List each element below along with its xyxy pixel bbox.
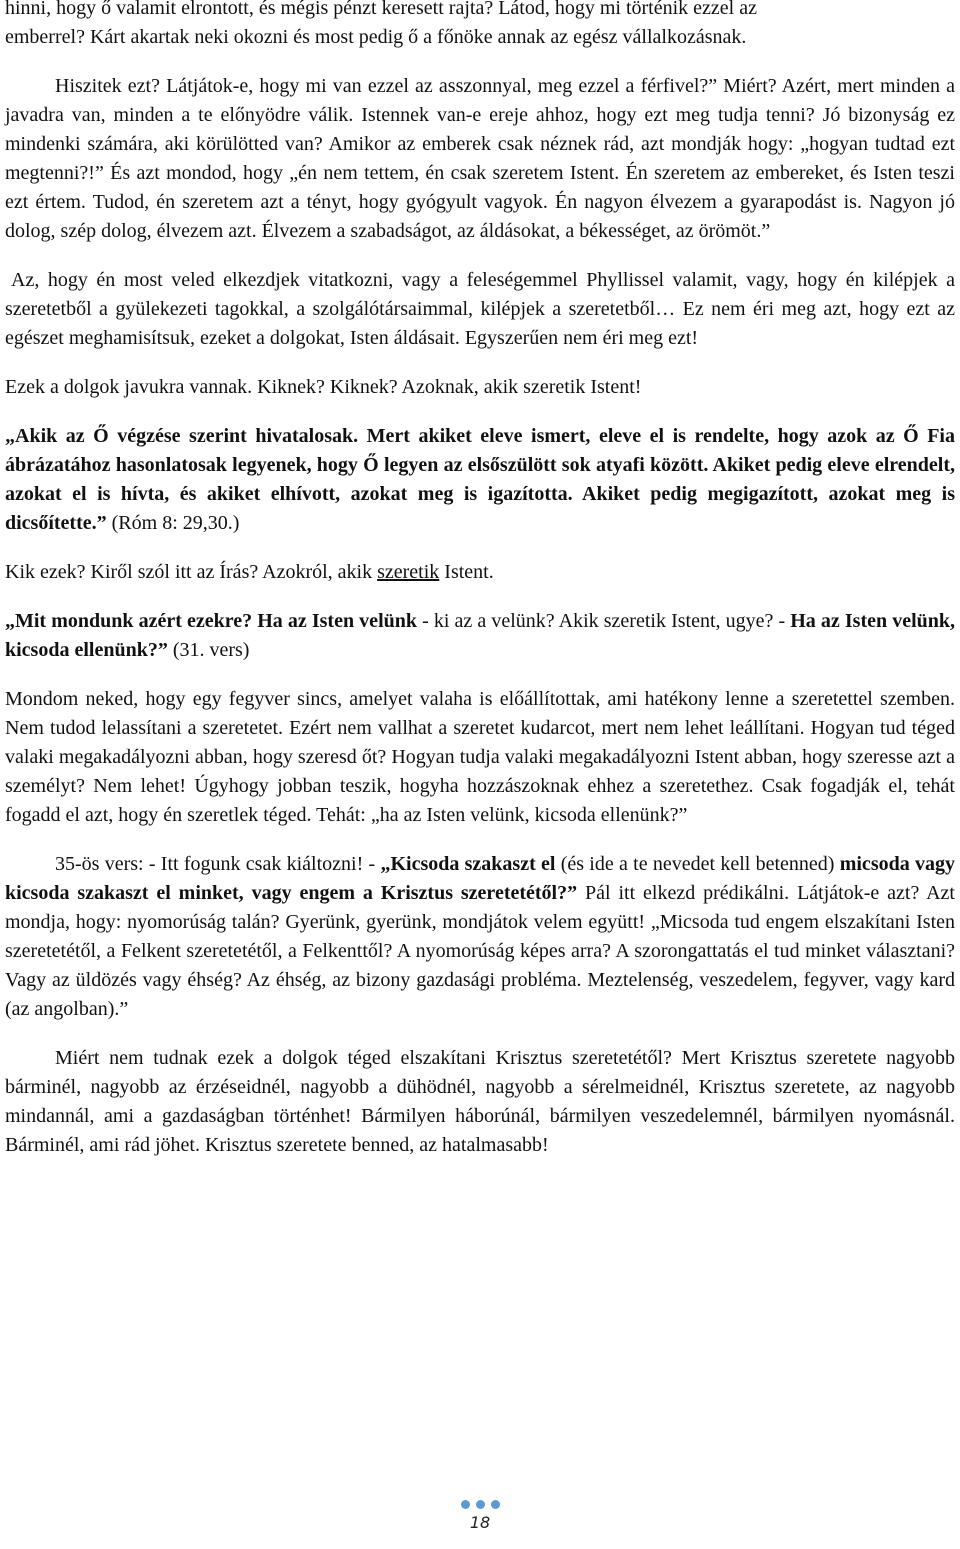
paragraph-1-line-1: hinni, hogy ő valamit elrontott, és mégis pénzt keresett rajta? Látod, hogy mi történik ezzel az [5,0,757,19]
paragraph-10 [5,1044,955,1160]
paragraph-9-bold-2: micsoda vagy kicsoda szakaszt el minket, vagy engem a Krisztus szeretetétől?” [5,853,955,904]
scripture-quote-verse-31 [5,607,955,665]
footer-dot-icon [476,1500,485,1509]
scripture-quote-romans [5,422,955,538]
paragraph-9 [5,850,955,1024]
paragraph-9-text-3: Pál itt elkezd prédikálni. Látjátok-e azt? Azt mondja, hogy: nyomorúság talán? Gyerünk, gyerünk, mondjátok velem együtt! „Micsoda tud engem elszakítani Isten szeretetétől, a Felkent szeretetétől, a Felkenttől? A nyomorúság képes arra? A szorongattatás el tud minket választani? Vagy az üldözés vagy éhség? Az éhség, az bizony gazdasági probléma. Meztelenség, veszedelem, fegyver, vagy kard (az angolban).” [5,882,955,1020]
paragraph-3 [5,266,955,353]
paragraph-6 [5,558,955,587]
verse-31-text-1: - ki az a velünk? Akik szeretik Istent, ugye? - [417,610,791,632]
verse-31-bold-1: „Mit mondunk azért ezekre? Ha az Isten velünk [5,610,417,632]
underlined-word: szeretik [377,561,440,583]
scripture-quote-text: „Akik az Ő végzése szerint hivatalosak. Mert akiket eleve ismert, eleve el is rendelte, hogy azok az Ő Fia ábrázatához hasonlatosak legyenek, hogy Ő legyen az elsőszülött sok atyafi között. Akiket pedig eleve elrendelt, azokat el is hívta, és akiket elhívott, azokat meg is igazította. Akiket pedig megigazított, azokat meg is dicsőítette.” [5,425,955,534]
page-footer [0,1500,960,1532]
paragraph-1-line-2: emberrel? Kárt akartak neki okozni és most pedig ő a főnöke annak az egész vállalkozásnak. [5,26,747,48]
verse-31-reference: (31. vers) [167,639,250,661]
footer-dot-icon [461,1500,470,1509]
scripture-reference: (Róm 8: 29,30.) [106,512,240,534]
paragraph-6-text-b: Istent. [439,561,494,583]
paragraph-9-text-1: 35-ös vers: - Itt fogunk csak kiáltozni! - [55,853,381,875]
paragraph-3-text: Az, hogy én most veled elkezdjek vitatkozni, vagy a feleségemmel Phyllissel valamit, vagy, hogy én kilépjek a szeretetből a gyülekezeti tagokkal, a szolgálótársaimmal, kilépjek a szeretetből… Ez nem éri meg azt, hogy ezt az egészet meghamisítsuk, ezeket a dolgokat, Isten áldásait. Egyszerűen nem éri meg ezt! [5,269,955,349]
paragraph-6-text-a: Kik ezek? Kiről szól itt az Írás? Azokról, akik [5,561,378,583]
page-number: 18 [469,1513,491,1532]
paragraph-2-text: Hiszitek ezt? Látjátok-e, hogy mi van ezzel az asszonnyal, meg ezzel a férfivel?” Miért? Azért, mert minden a javadra van, minden a te előnyödre válik. Istennek van-e ereje ahhoz, hogy ezt meg tudja tenni? Jó bizonyság ez mindenki számára, aki körülötted van? Amikor az emberek csak néznek rád, azt mondják hogy: „hogyan tudtad ezt megtenni?!” És azt mondod, hogy „én nem tettem, én csak szeretem Istent. Én szeretem az embereket, és Isten teszi ezt értem. Tudod, én szeretem azt a tényt, hogy gyógyult vagyok. Én nagyon élvezem a gyarapodást is. Nagyon jó dolog, szép dolog, élvezem azt. Élvezem a szabadságot, az áldásokat, a békességet, az örömöt.” [5,75,955,242]
paragraph-8-text: Mondom neked, hogy egy fegyver sincs, amelyet valaha is előállítottak, ami hatékony lenne a szeretettel szemben. Nem tudod lelassítani a szeretetet. Ezért nem vallhat a szeretet kudarcot, mert nem lehet leállítani. Hogyan tud téged valaki megakadályozni abban, hogy szeresd őt? Hogyan tudja valaki megakadályozni Istent abban, hogy szeresse azt a személyt? Nem lehet! Úgyhogy jobban teszik, hogyha hozzászoknak ehhez a szeretethez. Csak fogadják el, tehát fogadd el azt, hogy én szeretlek téged. Tehát: „ha az Isten velünk, kicsoda ellenünk?” [5,688,955,826]
paragraph-10-text: Miért nem tudnak ezek a dolgok téged elszakítani Krisztus szeretetétől? Mert Krisztus szeretete nagyobb bárminél, nagyobb az érzéseidnél, nagyobb a dühödnél, nagyobb a sérelmeidnél, Krisztus szeretete, az nagyobb mindannál, ami a gazdaságban történhet! Bármilyen háborúnál, bármilyen veszedelemnél, bármilyen nyomásnál. Bárminél, ami rád jöhet. Krisztus szeretete benned, az hatalmasabb! [5,1047,955,1156]
paragraph-4-text: Ezek a dolgok javukra vannak. Kiknek? Kiknek? Azoknak, akik szeretik Istent! [5,376,642,398]
paragraph-2 [5,72,955,246]
footer-dot-icon [491,1500,500,1509]
paragraph-8 [5,685,955,830]
verse-31-bold-2: Ha az Isten velünk, kicsoda ellenünk?” [5,610,956,661]
footer-dots-ornament [0,1500,960,1509]
paragraph-4 [5,373,955,402]
paragraph-9-text-2: (és ide a te nevedet kell betenned) [555,853,840,875]
document-page [5,0,955,1160]
paragraph-9-bold-1: „Kicsoda szakaszt el [380,853,556,875]
paragraph-1 [5,0,955,52]
